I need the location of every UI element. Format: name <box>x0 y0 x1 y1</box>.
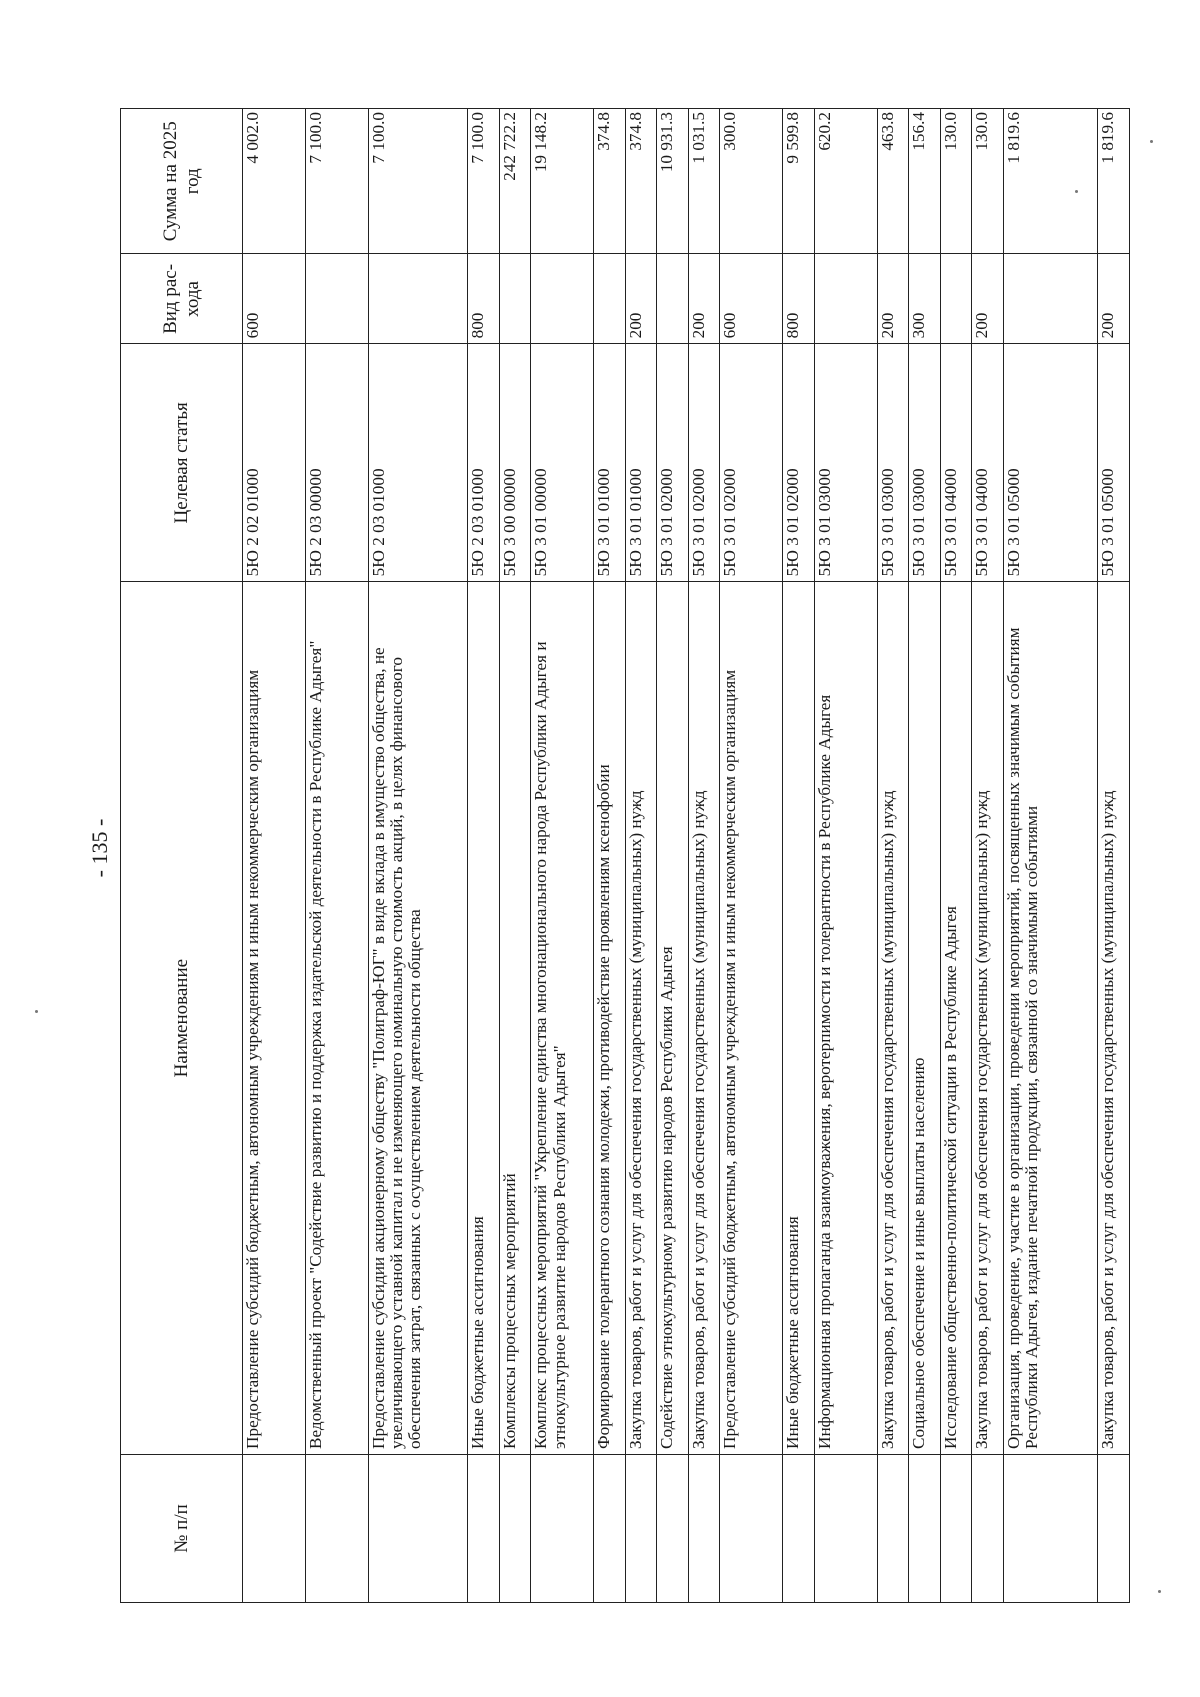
budget-table-page <box>120 108 1130 1603</box>
cell-name: Закупка товаров, работ и услуг для обеспечения государственных (муниципальных) нужд <box>877 582 909 1455</box>
cell-amount: 19 148.2 <box>531 109 594 254</box>
cell-exptype: 600 <box>720 254 783 344</box>
cell-target: 5Ю 3 01 03000 <box>814 344 877 582</box>
cell-amount: 156.4 <box>909 109 941 254</box>
table-row <box>625 109 657 1603</box>
cell-target: 5Ю 3 01 03000 <box>877 344 909 582</box>
table-row <box>909 109 941 1603</box>
cell-name: Иные бюджетные ассигнования <box>468 582 500 1455</box>
table-row <box>940 109 972 1603</box>
table-row <box>877 109 909 1603</box>
cell-num <box>688 1454 720 1602</box>
cell-num <box>783 1454 815 1602</box>
table-row <box>720 109 783 1603</box>
header-exptype: Вид рас- хода <box>121 254 243 344</box>
cell-num <box>625 1454 657 1602</box>
table-row <box>306 109 369 1603</box>
budget-allocation-table <box>120 108 1130 1603</box>
cell-target: 5Ю 2 02 01000 <box>243 344 306 582</box>
table-row <box>594 109 626 1603</box>
cell-num <box>1098 1454 1130 1602</box>
cell-name: Организация, проведение, участие в организации, проведении мероприятий, посвященных значимым событиям Республики Адыгея, издание печатной продукции, связанной со значимыми событиями <box>1003 582 1098 1455</box>
cell-amount: 1 031.5 <box>688 109 720 254</box>
table-row <box>468 109 500 1603</box>
cell-name: Закупка товаров, работ и услуг для обеспечения государственных (муниципальных) нужд <box>1098 582 1130 1455</box>
cell-amount: 10 931.3 <box>657 109 689 254</box>
cell-num <box>306 1454 369 1602</box>
cell-name: Социальное обеспечение и иные выплаты населению <box>909 582 941 1455</box>
cell-name: Предоставление субсидий бюджетным, автономным учреждениям и иным некоммерческим организациям <box>720 582 783 1455</box>
cell-exptype <box>940 254 972 344</box>
cell-exptype <box>306 254 369 344</box>
cell-target: 5Ю 3 01 05000 <box>1003 344 1098 582</box>
header-num: № п/п <box>121 1454 243 1602</box>
cell-num <box>657 1454 689 1602</box>
page-number: - 135 - <box>87 818 112 878</box>
cell-num <box>369 1454 468 1602</box>
cell-target: 5Ю 2 03 00000 <box>306 344 369 582</box>
cell-num <box>468 1454 500 1602</box>
cell-exptype: 200 <box>877 254 909 344</box>
cell-name: Исследование общественно-политической ситуации в Республике Адыгея <box>940 582 972 1455</box>
cell-exptype <box>1003 254 1098 344</box>
cell-exptype: 200 <box>625 254 657 344</box>
cell-num <box>531 1454 594 1602</box>
cell-exptype: 200 <box>972 254 1004 344</box>
cell-name: Иные бюджетные ассигнования <box>783 582 815 1455</box>
cell-amount: 130.0 <box>940 109 972 254</box>
cell-target: 5Ю 3 01 05000 <box>1098 344 1130 582</box>
table-row <box>369 109 468 1603</box>
cell-num <box>814 1454 877 1602</box>
header-name: Наименование <box>121 582 243 1455</box>
cell-num <box>877 1454 909 1602</box>
cell-name: Предоставление субсидии акционерному обществу "Полиграф-ЮГ" в виде вклада в имущество общества, не увеличивающего уставной капитал и не изменяющего номинальную стоимость акций, в целях финансового обеспечения затрат, связанных с осуществлением деятельности общества <box>369 582 468 1455</box>
cell-exptype <box>814 254 877 344</box>
table-row <box>814 109 877 1603</box>
cell-target: 5Ю 2 03 01000 <box>468 344 500 582</box>
cell-name: Закупка товаров, работ и услуг для обеспечения государственных (муниципальных) нужд <box>688 582 720 1455</box>
table-row <box>1003 109 1098 1603</box>
table-body <box>243 109 1130 1603</box>
cell-num <box>594 1454 626 1602</box>
cell-num <box>940 1454 972 1602</box>
cell-name: Ведомственный проект "Содействие развитию и поддержка издательской деятельности в Республике Адыгея" <box>306 582 369 1455</box>
cell-target: 5Ю 3 01 04000 <box>940 344 972 582</box>
cell-amount: 130.0 <box>972 109 1004 254</box>
header-amount: Сумма на 2025 год <box>121 109 243 254</box>
table-row <box>499 109 531 1603</box>
cell-num <box>499 1454 531 1602</box>
cell-name: Формирование толерантного сознания молодежи, противодействие проявлениям ксенофобии <box>594 582 626 1455</box>
cell-target: 5Ю 3 01 04000 <box>972 344 1004 582</box>
cell-name: Комплекс процессных мероприятий "Укрепление единства многонационального народа Республики Адыгея и этнокультурное развитие народов Республики Адыгея" <box>531 582 594 1455</box>
cell-num <box>1003 1454 1098 1602</box>
table-row <box>783 109 815 1603</box>
cell-target: 5Ю 3 01 03000 <box>909 344 941 582</box>
table-row <box>688 109 720 1603</box>
cell-exptype: 200 <box>1098 254 1130 344</box>
cell-amount: 1 819.6 <box>1098 109 1130 254</box>
header-target: Целевая статья <box>121 344 243 582</box>
cell-amount: 7 100.0 <box>369 109 468 254</box>
cell-target: 5Ю 3 00 00000 <box>499 344 531 582</box>
cell-exptype <box>594 254 626 344</box>
table-row <box>243 109 306 1603</box>
cell-amount: 242 722.2 <box>499 109 531 254</box>
cell-amount: 620.2 <box>814 109 877 254</box>
table-header-row <box>121 109 243 1603</box>
cell-amount: 1 819.6 <box>1003 109 1098 254</box>
cell-amount: 4 002.0 <box>243 109 306 254</box>
cell-num <box>243 1454 306 1602</box>
cell-target: 5Ю 3 01 02000 <box>688 344 720 582</box>
cell-name: Закупка товаров, работ и услуг для обеспечения государственных (муниципальных) нужд <box>972 582 1004 1455</box>
cell-target: 5Ю 3 01 01000 <box>594 344 626 582</box>
cell-name: Комплексы процессных мероприятий <box>499 582 531 1455</box>
table-row <box>1098 109 1130 1603</box>
cell-amount: 374.8 <box>625 109 657 254</box>
cell-target: 5Ю 3 01 01000 <box>625 344 657 582</box>
table-row <box>657 109 689 1603</box>
cell-target: 5Ю 3 01 02000 <box>657 344 689 582</box>
cell-amount: 7 100.0 <box>306 109 369 254</box>
cell-exptype: 800 <box>468 254 500 344</box>
cell-target: 5Ю 3 01 00000 <box>531 344 594 582</box>
cell-target: 5Ю 3 01 02000 <box>783 344 815 582</box>
cell-exptype: 800 <box>783 254 815 344</box>
cell-num <box>720 1454 783 1602</box>
cell-name: Содействие этнокультурному развитию народов Республики Адыгея <box>657 582 689 1455</box>
cell-amount: 374.8 <box>594 109 626 254</box>
cell-target: 5Ю 2 03 01000 <box>369 344 468 582</box>
cell-num <box>909 1454 941 1602</box>
cell-exptype <box>657 254 689 344</box>
cell-exptype <box>531 254 594 344</box>
cell-exptype: 200 <box>688 254 720 344</box>
cell-exptype <box>499 254 531 344</box>
cell-amount: 7 100.0 <box>468 109 500 254</box>
cell-amount: 9 599.8 <box>783 109 815 254</box>
cell-exptype <box>369 254 468 344</box>
cell-target: 5Ю 3 01 02000 <box>720 344 783 582</box>
cell-amount: 463.8 <box>877 109 909 254</box>
cell-exptype: 300 <box>909 254 941 344</box>
cell-exptype: 600 <box>243 254 306 344</box>
table-row <box>531 109 594 1603</box>
cell-name: Предоставление субсидий бюджетным, автономным учреждениям и иным некоммерческим организациям <box>243 582 306 1455</box>
cell-name: Закупка товаров, работ и услуг для обеспечения государственных (муниципальных) нужд <box>625 582 657 1455</box>
table-row <box>972 109 1004 1603</box>
cell-num <box>972 1454 1004 1602</box>
cell-name: Информационная пропаганда взаимоуважения, веротерпимости и толерантности в Республике Адыгея <box>814 582 877 1455</box>
cell-amount: 300.0 <box>720 109 783 254</box>
rotated-table-container <box>120 108 1130 1603</box>
